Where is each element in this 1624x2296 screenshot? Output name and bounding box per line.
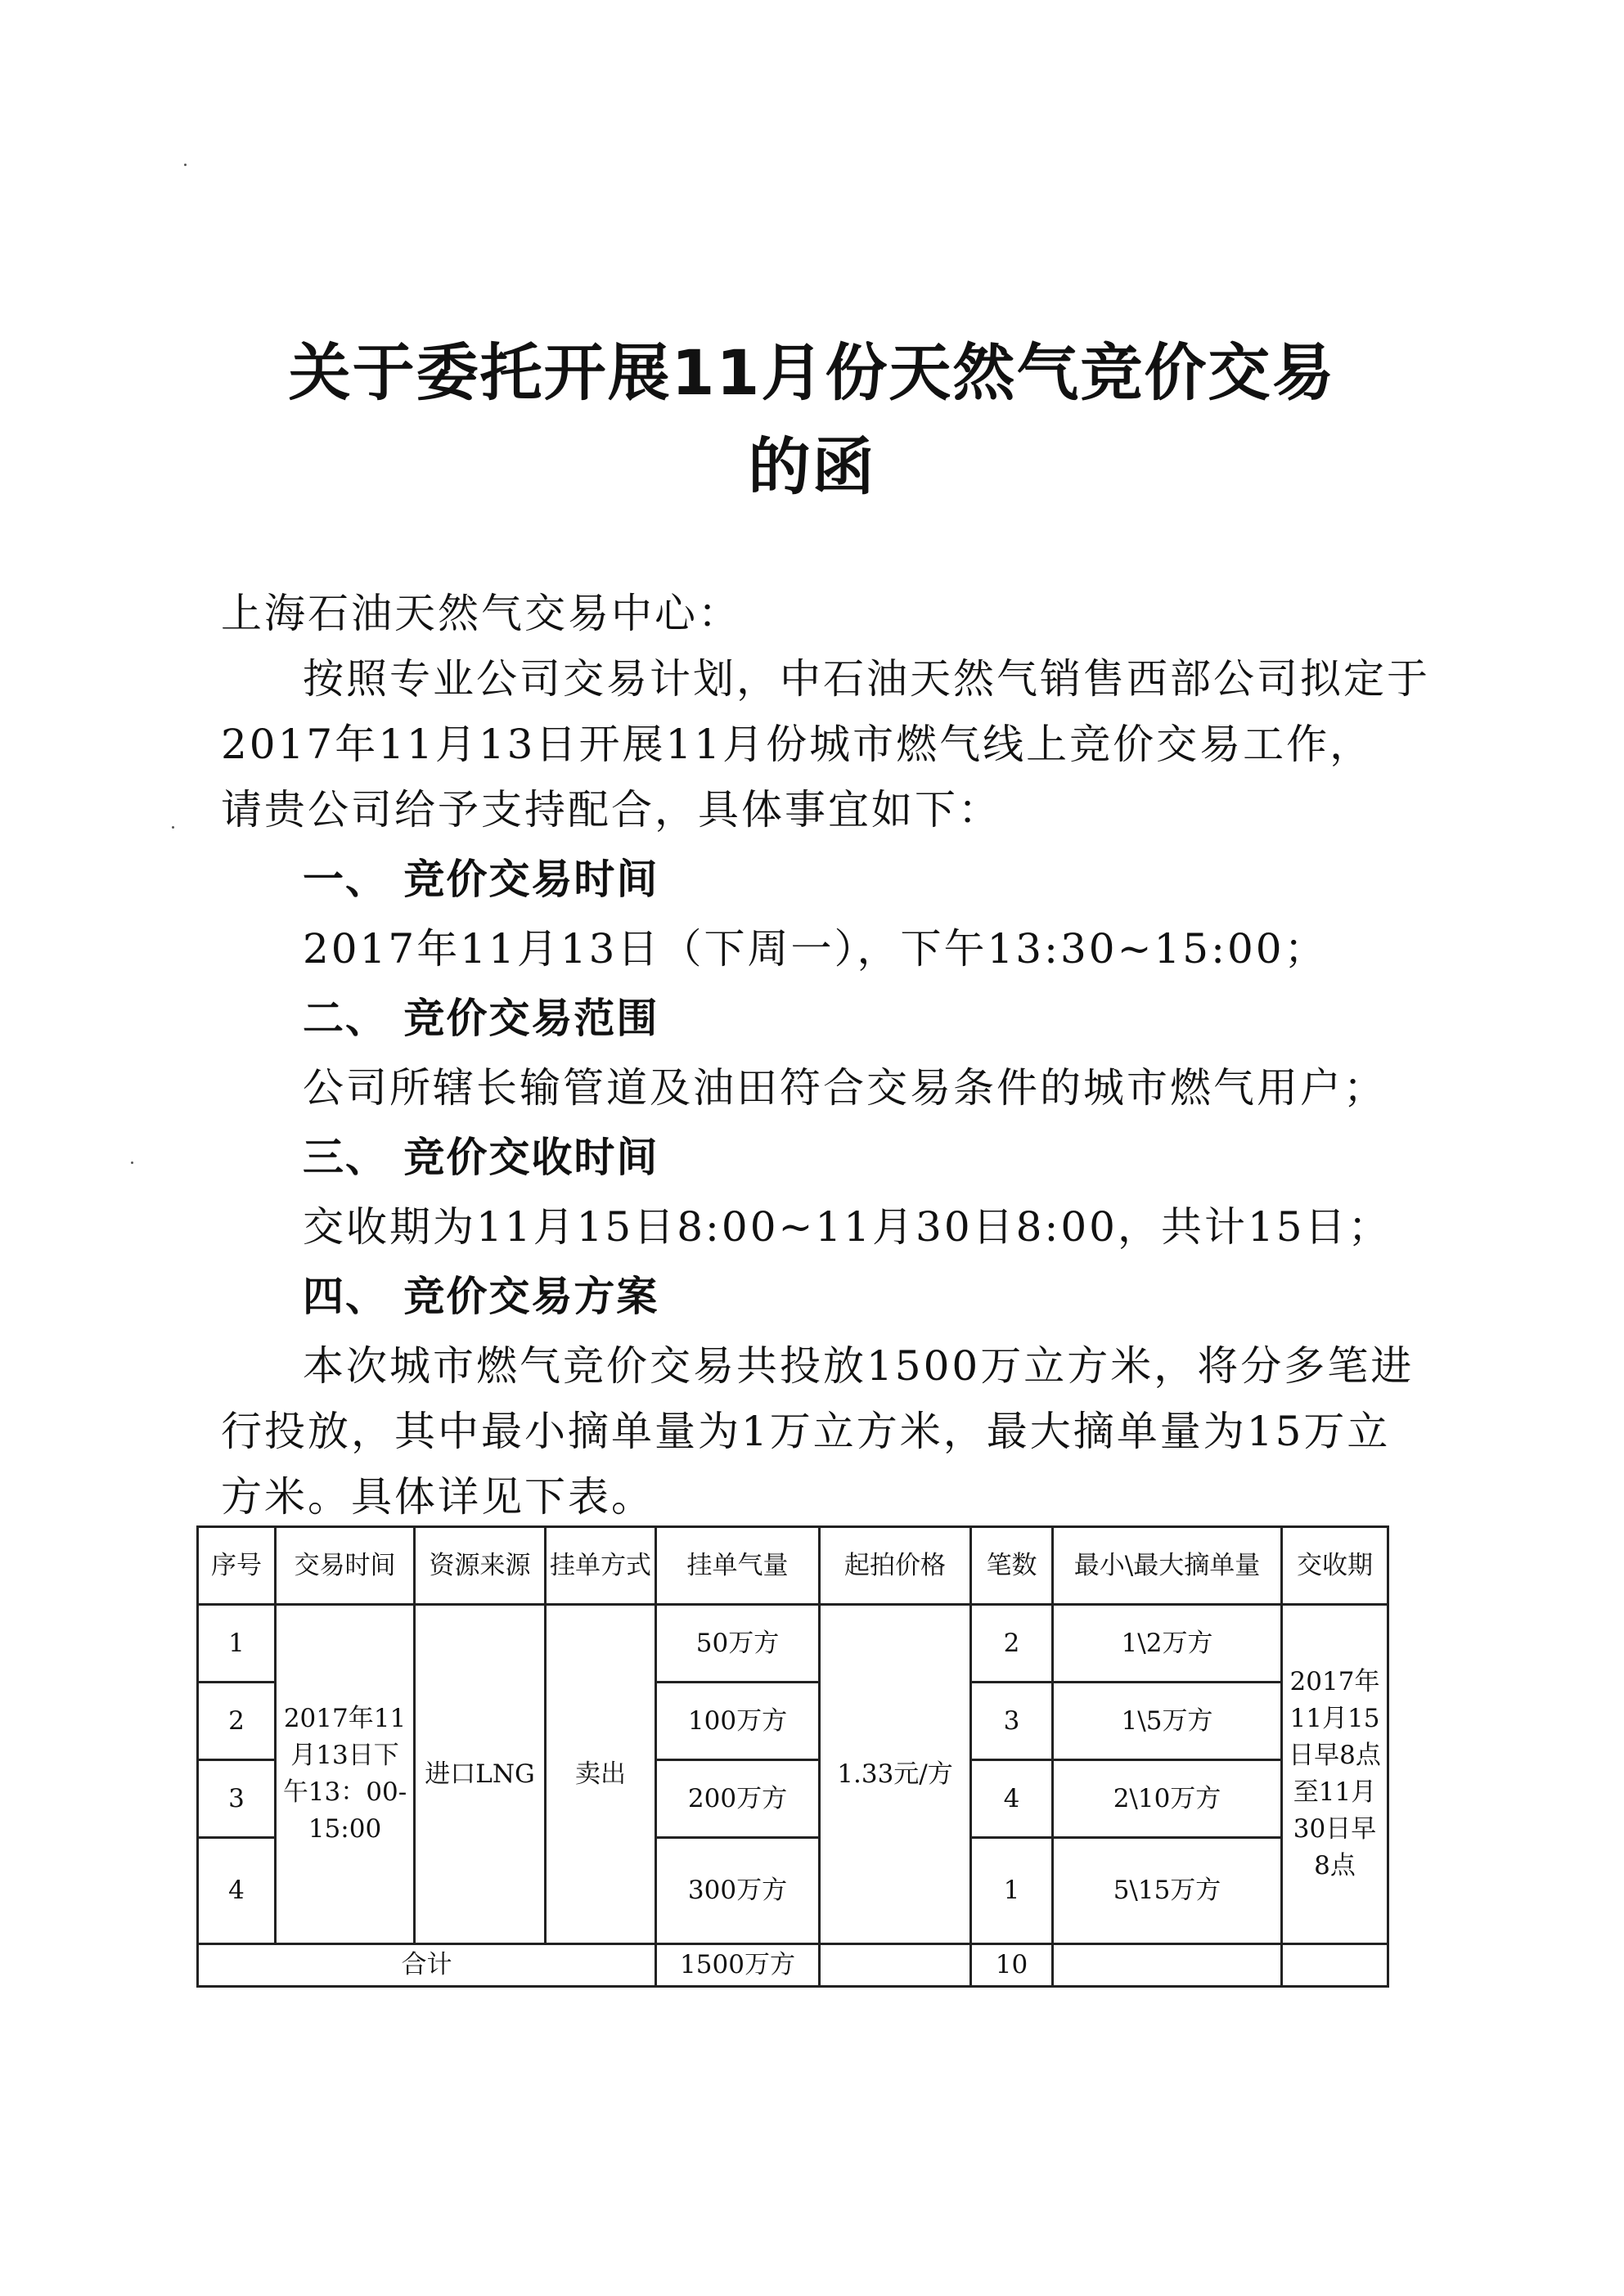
document-title-line2: 的函	[748, 430, 876, 503]
section-1-heading: 一、 竞价交易时间	[303, 856, 659, 903]
total-period-empty	[1282, 1944, 1388, 1987]
intro-line-2: 2017年11月13日开展11月份城市燃气线上竞价交易工作，	[221, 721, 1374, 768]
row-volume: 300万方	[656, 1838, 820, 1944]
row-range: 1\5万方	[1053, 1683, 1282, 1760]
row-volume: 100万方	[656, 1683, 820, 1760]
table-header-row	[198, 1527, 1388, 1605]
total-price-empty	[820, 1944, 971, 1987]
section-4-text-line-3: 方米。具体详见下表。	[221, 1473, 655, 1521]
scan-speck	[131, 1161, 133, 1164]
section-1-text: 2017年11月13日（下周一），下午13:30~15:00；	[303, 925, 1328, 973]
header-price: 起拍价格	[820, 1527, 971, 1605]
section-4-heading: 四、 竞价交易方案	[303, 1273, 659, 1320]
total-volume: 1500万方	[656, 1944, 820, 1987]
row-count: 3	[971, 1683, 1053, 1760]
total-count: 10	[971, 1944, 1053, 1987]
delivery-period-cell: 2017年11月15日早8点至11月30日早8点	[1282, 1605, 1388, 1944]
method-cell: 卖出	[546, 1605, 656, 1944]
section-2-text: 公司所辖长输管道及油田符合交易条件的城市燃气用户；	[303, 1064, 1387, 1112]
row-range: 2\10万方	[1053, 1760, 1282, 1838]
document-title-line1: 关于委托开展11月份天然气竞价交易	[288, 336, 1336, 409]
row-range: 5\15万方	[1053, 1838, 1282, 1944]
section-2-heading: 二、 竞价交易范围	[303, 995, 659, 1042]
header-volume: 挂单气量	[656, 1527, 820, 1605]
row-count: 1	[971, 1838, 1053, 1944]
section-3-text: 交收期为11月15日8:00~11月30日8:00，共计15日；	[303, 1203, 1392, 1251]
header-range: 最小\最大摘单量	[1053, 1527, 1282, 1605]
table-row	[198, 1605, 1388, 1683]
row-count: 2	[971, 1605, 1053, 1683]
header-time: 交易时间	[276, 1527, 415, 1605]
section-4-text-line-1: 本次城市燃气竞价交易共投放1500万立方米，将分多笔进	[303, 1342, 1415, 1390]
header-period: 交收期	[1282, 1527, 1388, 1605]
row-seq: 3	[198, 1760, 276, 1838]
table-total-row	[198, 1944, 1388, 1987]
section-3-heading: 三、 竞价交收时间	[303, 1134, 659, 1181]
header-method: 挂单方式	[546, 1527, 656, 1605]
row-range: 1\2万方	[1053, 1605, 1282, 1683]
row-seq: 4	[198, 1838, 276, 1944]
intro-line-3: 请贵公司给予支持配合，具体事宜如下：	[221, 786, 1001, 833]
header-source: 资源来源	[415, 1527, 546, 1605]
trade-time-cell: 2017年11月13日下午13：00-15:00	[276, 1605, 415, 1944]
scan-speck	[184, 164, 187, 166]
row-count: 4	[971, 1760, 1053, 1838]
total-label: 合计	[198, 1944, 656, 1987]
header-seq: 序号	[198, 1527, 276, 1605]
start-price-cell: 1.33元/方	[820, 1605, 971, 1944]
bidding-plan-table	[196, 1525, 1389, 1988]
source-cell: 进口LNG	[415, 1605, 546, 1944]
row-seq: 1	[198, 1605, 276, 1683]
row-volume: 200万方	[656, 1760, 820, 1838]
salutation: 上海石油天然气交易中心：	[221, 590, 741, 637]
intro-line-1: 按照专业公司交易计划，中石油天然气销售西部公司拟定于	[303, 655, 1430, 703]
total-range-empty	[1053, 1944, 1282, 1987]
row-seq: 2	[198, 1683, 276, 1760]
section-4-text-line-2: 行投放，其中最小摘单量为1万立方米，最大摘单量为15万立	[221, 1408, 1391, 1455]
header-count: 笔数	[971, 1527, 1053, 1605]
row-volume: 50万方	[656, 1605, 820, 1683]
scan-speck	[172, 826, 174, 829]
